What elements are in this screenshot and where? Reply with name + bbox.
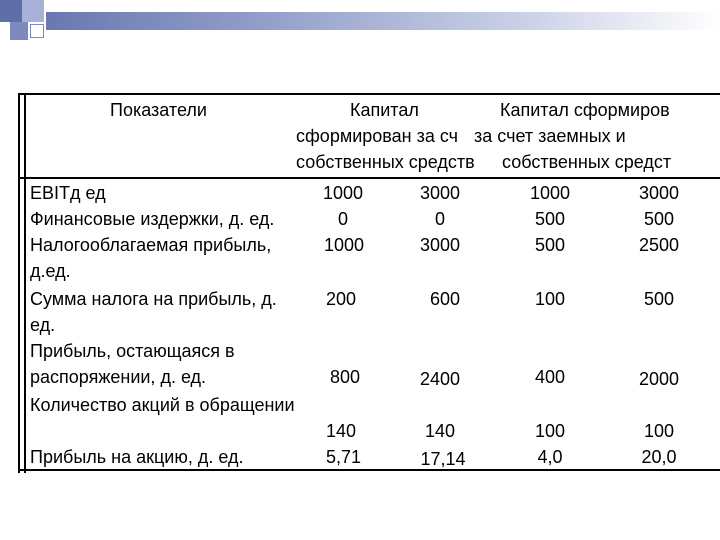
row-taxable-profit-label-line2: д.ед. bbox=[30, 261, 71, 281]
header-mixed-capital-line3: собственных средст bbox=[502, 152, 672, 172]
row-income-tax-value-3: 100 bbox=[534, 289, 566, 309]
row-eps-value-4: 20,0 bbox=[641, 447, 677, 467]
row-financial-costs-value-1: 0 bbox=[338, 209, 349, 229]
row-taxable-profit-label-line1: Налогооблагаемая прибыль, bbox=[30, 235, 272, 255]
row-shares-outstanding-label: Количество акций в обращении bbox=[30, 395, 295, 415]
row-financial-costs-label: Финансовые издержки, д. ед. bbox=[30, 209, 275, 229]
row-income-tax-label-line1: Сумма налога на прибыль, д. bbox=[30, 289, 277, 309]
row-income-tax-value-1: 200 bbox=[326, 289, 357, 309]
row-eps-value-3: 4,0 bbox=[537, 447, 563, 467]
row-taxable-profit-value-4: 2500 bbox=[638, 235, 680, 255]
row-financial-costs-value-3: 500 bbox=[534, 209, 566, 229]
header-own-capital-line1: Капитал bbox=[350, 100, 419, 120]
decor-square-dark bbox=[0, 0, 22, 22]
row-shares-outstanding-value-4: 100 bbox=[643, 421, 675, 441]
row-retained-profit-value-4: 2000 bbox=[638, 369, 680, 389]
header-indicators: Показатели bbox=[110, 100, 207, 120]
table-border-left bbox=[18, 93, 20, 473]
row-retained-profit-label-line1: Прибыль, остающаяся в bbox=[30, 341, 235, 361]
row-shares-outstanding-value-1: 140 bbox=[326, 421, 357, 441]
decor-square-light bbox=[22, 0, 44, 22]
row-financial-costs-value-4: 500 bbox=[643, 209, 675, 229]
row-financial-costs-value-2: 0 bbox=[434, 209, 445, 229]
row-shares-outstanding-value-3: 100 bbox=[534, 421, 566, 441]
row-eps-label: Прибыль на акцию, д. ед. bbox=[30, 447, 244, 467]
row-taxable-profit-value-1: 1000 bbox=[324, 235, 365, 255]
row-eps-value-2: 17,14 bbox=[420, 449, 466, 469]
row-shares-outstanding-value-2: 140 bbox=[424, 421, 456, 441]
row-ebit-label: EBITд ед bbox=[30, 183, 106, 203]
decor-gradient-bar bbox=[46, 12, 720, 30]
row-ebit-value-4: 3000 bbox=[638, 183, 680, 203]
row-income-tax-value-4: 500 bbox=[643, 289, 675, 309]
row-ebit-value-2: 3000 bbox=[419, 183, 461, 203]
table-border-inner-left bbox=[24, 93, 26, 473]
row-income-tax-label-line2: ед. bbox=[30, 315, 56, 335]
decor-square-mid bbox=[10, 22, 28, 40]
data-table bbox=[18, 93, 720, 473]
row-retained-profit-value-3: 400 bbox=[534, 367, 566, 387]
header-mixed-capital-line2: за счет заемных и bbox=[474, 126, 626, 146]
table-border-top bbox=[18, 93, 720, 95]
decor-square-outline bbox=[30, 24, 44, 38]
slide-decoration bbox=[0, 0, 720, 40]
table-border-bottom bbox=[18, 469, 720, 471]
header-own-capital-line2: сформирован за сч bbox=[296, 126, 459, 146]
row-income-tax-value-2: 600 bbox=[429, 289, 461, 309]
row-ebit-value-1: 1000 bbox=[322, 183, 364, 203]
row-eps-value-1: 5,71 bbox=[326, 447, 362, 467]
row-taxable-profit-value-3: 500 bbox=[534, 235, 566, 255]
header-mixed-capital-line1: Капитал сформиров bbox=[500, 100, 670, 120]
row-taxable-profit-value-2: 3000 bbox=[419, 235, 461, 255]
row-ebit-value-3: 1000 bbox=[529, 183, 571, 203]
row-retained-profit-value-2: 2400 bbox=[419, 369, 461, 389]
row-retained-profit-value-1: 800 bbox=[330, 367, 361, 387]
header-separator bbox=[18, 177, 720, 179]
header-own-capital-line3: собственных средств bbox=[296, 152, 475, 172]
row-retained-profit-label-line2: распоряжении, д. ед. bbox=[30, 367, 207, 387]
